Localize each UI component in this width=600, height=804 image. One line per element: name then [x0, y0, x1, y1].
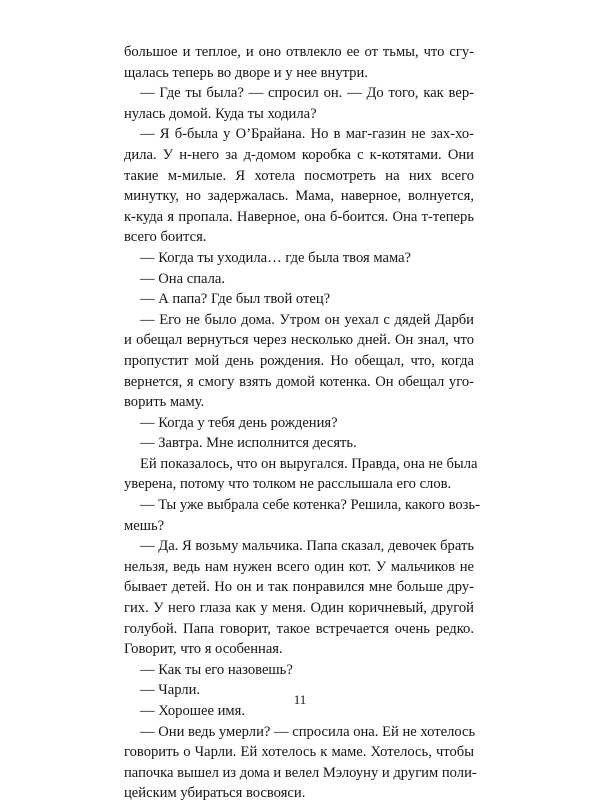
text-line: мешь? [124, 517, 165, 534]
text-line: к-куда я пропала. Наверное, она б-боится. Она т-теперь [124, 208, 474, 225]
text-line: — Да. Я возьму мальчика. Папа сказал, девочек брать [140, 538, 474, 555]
text-line: и обещал вернуться через несколько дней. Он знал, что [124, 332, 474, 349]
text-line: — Как ты его назовешь? [140, 661, 293, 678]
text-line: — Завтра. Мне исполнится десять. [140, 435, 357, 452]
text-line: — Его не было дома. Утром он уехал с дядей Дарби [140, 311, 474, 328]
text-line: бывает детей. Но он и так понравился мне больше дру- [124, 579, 474, 596]
text-line: нельзя, ведь нам нужен всего один кот. У мальчиков не [124, 558, 474, 575]
text-line: — Где ты была? — спросил он. — До того, как вер- [140, 85, 474, 102]
body-text [124, 42, 480, 804]
text-line: дила. У н-него за д-домом коробка с к-котятами. Они [124, 146, 474, 163]
text-line: гих. У него глаза как у меня. Один коричневый, другой [124, 600, 474, 617]
text-line: — Чарли. [140, 682, 201, 699]
text-line: голубой. Папа говорит, такое встречается очень редко. [124, 620, 474, 637]
text-line: — Ты уже выбрала себе котенка? Решила, какого возь- [140, 497, 480, 514]
text-line: Говорит, что я особенная. [124, 641, 283, 658]
text-line: нулась домой. Куда ты ходила? [124, 105, 317, 122]
text-line: говорить о Чарли. Ей хотелось к маме. Хотелось, чтобы [124, 744, 474, 761]
text-line: — Я б-была у О’Брайана. Но в маг-газин не зах-хо- [140, 126, 474, 143]
text-line: большое и теплое, и оно отвлекло ее от тьмы, что сгу- [124, 44, 474, 60]
text-line: — Она спала. [140, 270, 226, 287]
text-line: цейским убираться восвояси. [124, 785, 306, 802]
text-line: щалась теперь во дворе и у нее внутри. [124, 64, 368, 81]
text-line: — Хорошее имя. [140, 703, 245, 719]
text-line: папочка вышел из дома и велел Мэлоуну и другим поли- [124, 764, 477, 781]
text-line: такие м-милые. Я хотела посмотреть на них всего [124, 167, 474, 184]
text-line: — Когда ты уходила… где была твоя мама? [140, 249, 412, 266]
text-line: пропустит мой день рождения. Но обещал, что, когда [124, 352, 474, 369]
text-line: ворить маму. [124, 394, 205, 411]
text-line: — А папа? Где был твой отец? [140, 291, 331, 308]
text-line: — Они ведь умерли? — спросила она. Ей не хотелось [140, 723, 476, 740]
text-line: минутку, но задержалась. Мама, наверное, волнуется, [124, 188, 474, 205]
text-line: вернется, я смогу взять домой котенка. Он обещал уго- [124, 373, 474, 390]
text-line: уверена, потому что толком не расслышала его слов. [124, 476, 452, 493]
text-line: Ей показалось, что он выругался. Правда, она не была [140, 455, 478, 472]
page-number: 11 [293, 692, 307, 707]
text-line: всего боится. [124, 229, 207, 246]
text-line: — Когда у тебя день рождения? [140, 414, 338, 431]
